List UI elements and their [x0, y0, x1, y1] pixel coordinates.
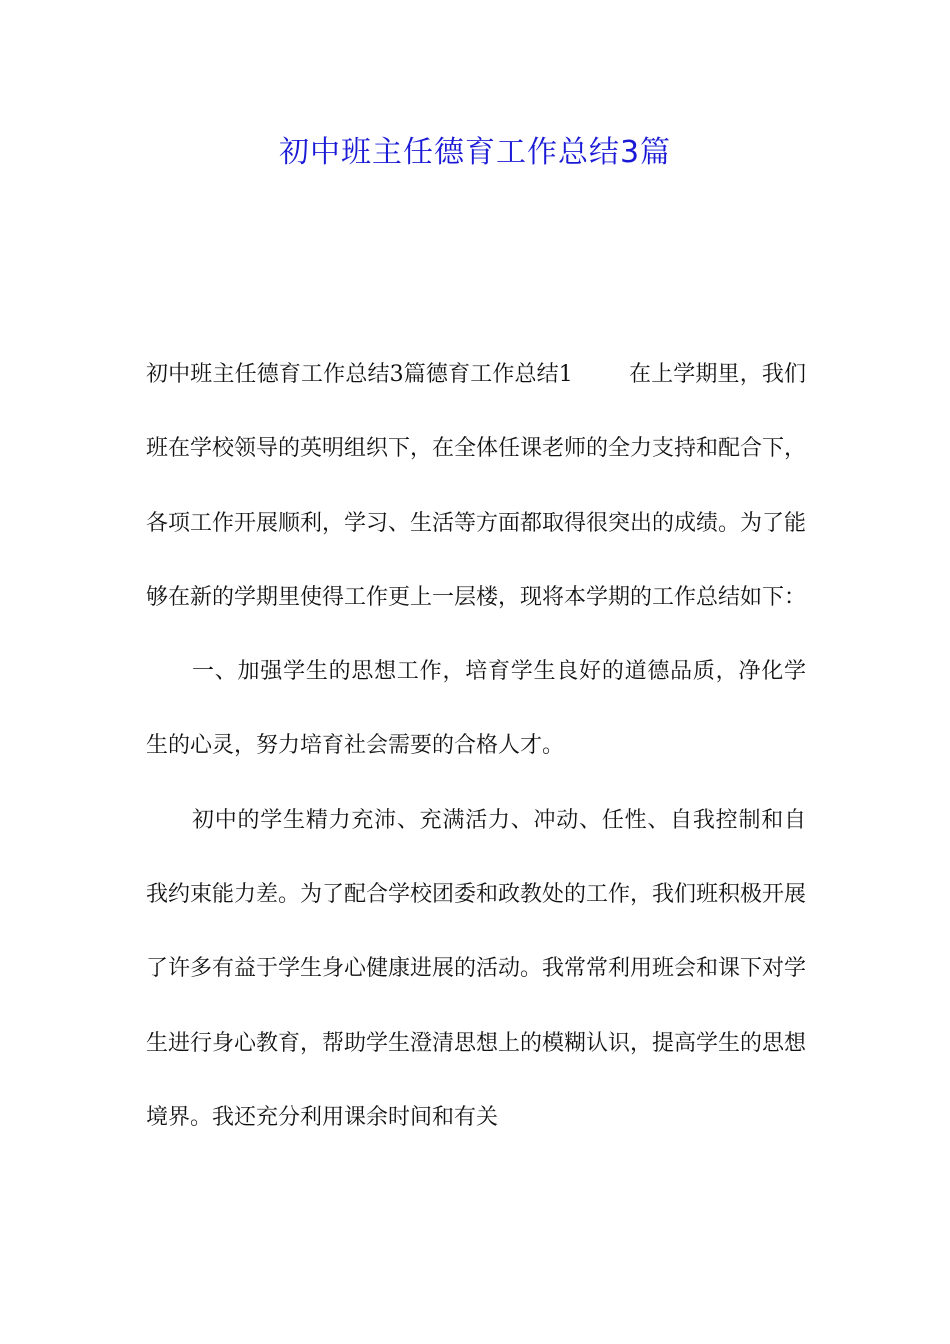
- section1-body: 初中的学生精力充沛、充满活力、冲动、任性、自我控制和自我约束能力差。为了配合学校团委和政教处的工作，我们班积极开展了许多有益于学生身心健康进展的活动。我常常利用班会和课下对学生进行身心教育，帮助学生澄清思想上的模糊认识，提高学生的思想境界。我还充分利用课余时间和有关: [146, 807, 807, 1130]
- intro-heading: 初中班主任德育工作总结3篇德育工作总结1: [146, 362, 573, 387]
- intro-text: 在上学期里，我们班在学校领导的英明组织下，在全体任课老师的全力支持和配合下，各项工作开展顺利，学习、生活等方面都取得很突出的成绩。为了能够在新的学期里使得工作更上一层楼，现将本学期的工作总结如下：: [146, 362, 807, 610]
- section1-heading: 一、加强学生的思想工作，培育学生良好的道德品质，净化学生的心灵，努力培育社会需要的合格人才。: [146, 659, 806, 759]
- document-body: [146, 338, 806, 1155]
- page-title: 初中班主任德育工作总结3篇: [278, 135, 672, 170]
- intro-paragraph: [146, 338, 806, 635]
